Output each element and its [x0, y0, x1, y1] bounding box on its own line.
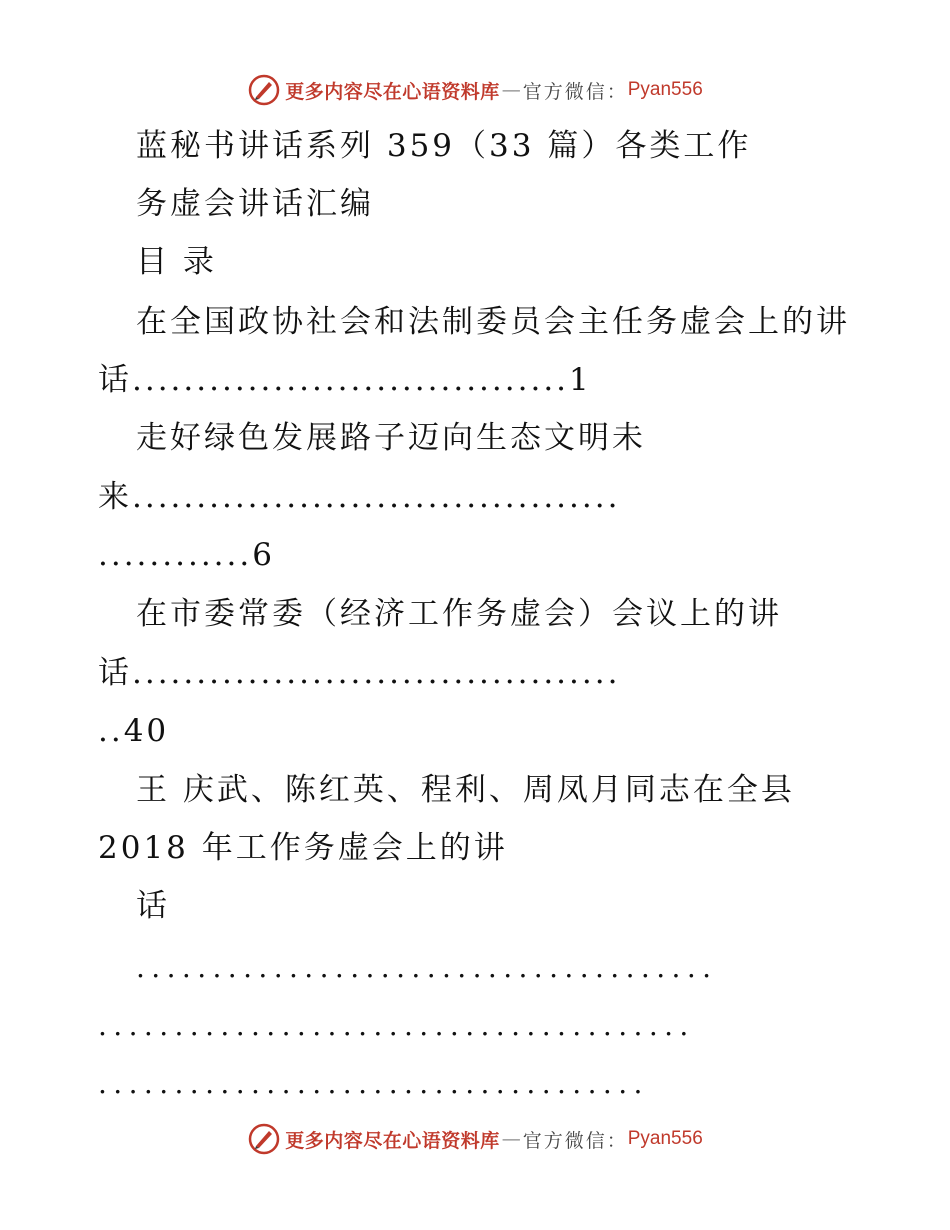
quill-logo-icon [247, 1122, 281, 1156]
toc-entry-2-page[interactable]: ............6 [98, 537, 275, 573]
toc-heading: 目 录 [136, 244, 217, 280]
toc-entry-4-leader-2[interactable]: ....................................... [98, 1009, 695, 1042]
toc-entry-3-leader[interactable]: 话...................................... [98, 655, 621, 691]
toc-entry-4-leader-1[interactable]: ...................................... [136, 951, 718, 984]
toc-entry-3-page[interactable]: ..40 [98, 713, 170, 749]
watermark-brand-text: 更多内容尽在心语资料库 [285, 1129, 500, 1152]
watermark-official-label: 官方微信： [522, 1129, 628, 1152]
toc-entry-1-leader[interactable]: 话..................................1 [98, 362, 592, 398]
watermark-wechat-id: Pyan556 [627, 1128, 703, 1149]
watermark-official-label: 官方微信： [522, 80, 628, 103]
toc-entry-4-title-end[interactable]: 话 [136, 888, 170, 924]
watermark-dash: — [501, 79, 521, 101]
document-title-line-2: 务虚会讲话汇编 [136, 186, 374, 222]
toc-entry-1-title[interactable]: 在全国政协社会和法制委员会主任务虚会上的讲 [136, 304, 850, 340]
toc-entry-3-title[interactable]: 在市委常委（经济工作务虚会）会议上的讲 [136, 596, 782, 632]
watermark-brand-text: 更多内容尽在心语资料库 [285, 80, 500, 103]
toc-entry-4-title-cont[interactable]: 2018 年工作务虚会上的讲 [98, 830, 508, 866]
toc-entry-2-leader[interactable]: 来...................................... [98, 479, 621, 515]
watermark-wechat-id: Pyan556 [627, 79, 703, 100]
toc-entry-2-title[interactable]: 走好绿色发展路子迈向生态文明未 [136, 420, 646, 456]
header-watermark [0, 70, 950, 110]
toc-entry-4-title[interactable]: 王 庆武、陈红英、程利、周凤月同志在全县 [136, 772, 795, 808]
quill-logo-icon [247, 73, 281, 107]
toc-entry-4-leader-3[interactable]: .................................... [98, 1067, 649, 1100]
document-title-line-1: 蓝秘书讲话系列 359（33 篇）各类工作 [136, 128, 752, 164]
watermark-dash: — [501, 1128, 521, 1150]
footer-watermark [0, 1119, 950, 1159]
